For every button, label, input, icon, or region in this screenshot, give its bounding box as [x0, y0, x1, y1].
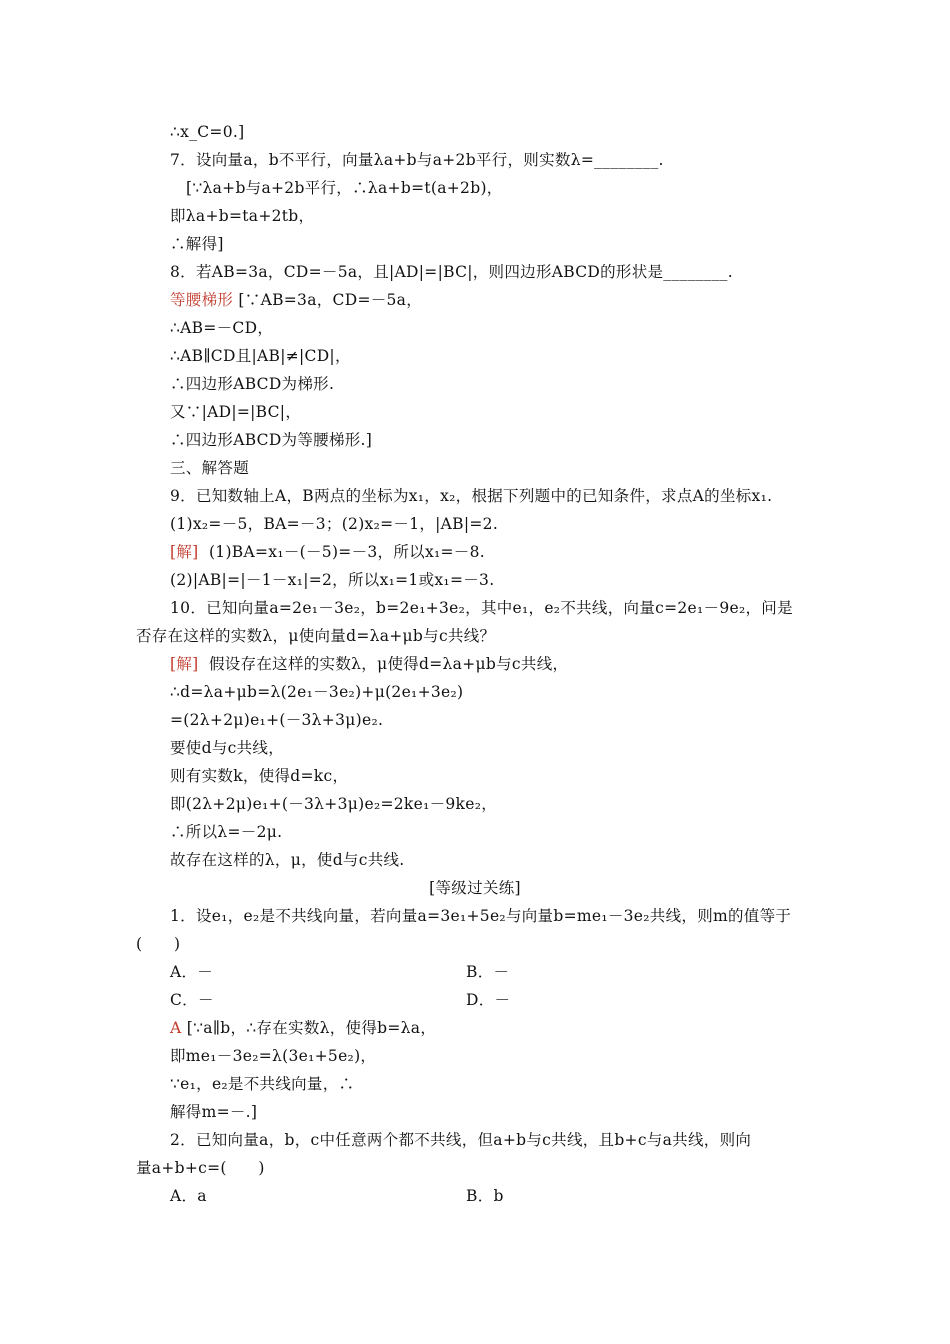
q8-solution-line5: 又∵|AD|=|BC|， — [170, 403, 302, 421]
q10-solution-line1: [解] 假设存在这样的实数λ，μ使得d=λa+μb与c共线， — [170, 655, 569, 673]
q8-solution-line6: ∴四边形ABCD为等腰梯形.] — [170, 431, 373, 449]
p2-option-b[interactable]: B．b — [466, 1187, 504, 1205]
q8-answer-tag: 等腰梯形 — [170, 291, 234, 309]
line-xc: ∴x_C=0.] — [170, 123, 245, 141]
q8-question: 8．若AB=3a，CD=－5a，且|AD|=|BC|，则四边形ABCD的形状是________. — [170, 263, 733, 281]
p1-question-line1: 1．设e₁，e₂是不共线向量，若向量a=3e₁+5e₂与向量b=me₁－3e₂共线，则m的值等于 — [170, 907, 792, 925]
p1-answer-line: A [∵a∥b，∴存在实数λ，使得b=λa， — [170, 1019, 437, 1037]
p1-solution-line2: 即me₁－3e₂=λ(3e₁+5e₂)， — [170, 1047, 377, 1065]
q7-solution-line1: [∵λa+b与a+2b平行，∴λa+b=t(a+2b)， — [186, 179, 503, 197]
q10-solution-line4: 要使d与c共线， — [170, 739, 285, 757]
q9-conditions: (1)x₂=－5，BA=－3；(2)x₂=－1，|AB|=2. — [170, 515, 499, 533]
q8-solution-line2: ∴AB=－CD， — [170, 319, 274, 337]
solution-tag: [解] — [170, 655, 199, 673]
q8-answer-line: 等腰梯形 [∵AB=3a，CD=－5a， — [170, 291, 423, 309]
q10-solution-line6: 即(2λ+2μ)e₁+(－3λ+3μ)e₂=2ke₁－9ke₂， — [170, 795, 498, 813]
p2-question-line2: 量a+b+c=( ) — [136, 1159, 265, 1177]
q8-solution-line3: ∴AB∥CD且|AB|≠|CD|， — [170, 347, 351, 365]
p2-question-line1: 2．已知向量a，b，c中任意两个都不共线，但a+b与c共线，且b+c与a共线，则向 — [170, 1131, 752, 1149]
q10-solution-line7: ∴所以λ=－2μ. — [170, 823, 283, 841]
q7-question: 7．设向量a，b不平行，向量λa+b与a+2b平行，则实数λ=________. — [170, 151, 664, 169]
p1-question-line2: ( ) — [136, 935, 181, 953]
q9-solution-line1: [解] (1)BA=x₁－(－5)=－3，所以x₁=－8. — [170, 543, 485, 561]
q10-solution-line2: ∴d=λa+μb=λ(2e₁－3e₂)+μ(2e₁+3e₂) — [170, 683, 464, 701]
p1-solution-line4: 解得m=－.] — [170, 1103, 258, 1121]
q10-question-line1: 10．已知向量a=2e₁－3e₂，b=2e₁+3e₂，其中e₁，e₂不共线，向量c=2e₁－9e₂，问是 — [170, 599, 793, 617]
p1-solution-line3: ∵e₁，e₂是不共线向量，∴ — [170, 1075, 355, 1093]
q9-solution-line2: (2)|AB|=|－1－x₁|=2，所以x₁=1或x₁=－3. — [170, 571, 495, 589]
section-title-practice: [等级过关练] — [429, 879, 521, 897]
q10-solution-line5: 则有实数k，使得d=kc， — [170, 767, 349, 785]
p1-option-b[interactable]: B．－ — [466, 963, 510, 981]
section-heading: 三、解答题 — [170, 459, 250, 477]
p2-option-a[interactable]: A．a — [170, 1187, 207, 1205]
q10-question-line2: 否存在这样的实数λ，μ使向量d=λa+μb与c共线？ — [136, 627, 496, 645]
q10-solution-line8: 故存在这样的λ，μ，使d与c共线. — [170, 851, 405, 869]
p1-option-c[interactable]: C．－ — [170, 991, 214, 1009]
q7-solution-line3: ∴解得] — [170, 235, 224, 253]
q10-solution-line3: =(2λ+2μ)e₁+(－3λ+3μ)e₂. — [170, 711, 384, 729]
p1-answer-tag: A — [170, 1019, 182, 1037]
q7-solution-line2: 即λa+b=ta+2tb， — [170, 207, 315, 225]
p1-option-d[interactable]: D．－ — [466, 991, 511, 1009]
q9-question: 9．已知数轴上A，B两点的坐标为x₁，x₂，根据下列题中的已知条件，求点A的坐标x₁. — [170, 487, 773, 505]
q8-solution-line4: ∴四边形ABCD为梯形. — [170, 375, 335, 393]
p1-option-a[interactable]: A．－ — [170, 963, 214, 981]
solution-tag: [解] — [170, 543, 199, 561]
